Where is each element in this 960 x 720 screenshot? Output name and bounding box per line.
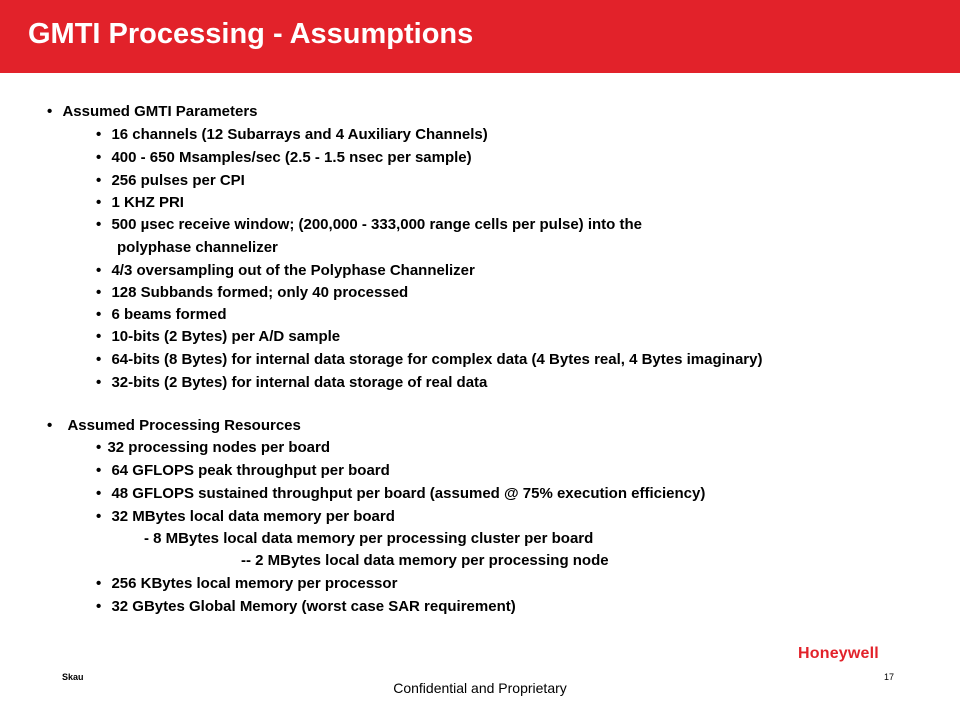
- sub-sub-list-item: [241, 552, 609, 570]
- list-item: [96, 508, 395, 526]
- list-item-text: 6 beams formed: [111, 306, 227, 323]
- section-heading-resources: [47, 417, 301, 435]
- bullet: •: [96, 508, 102, 525]
- list-item-continuation: [117, 239, 278, 257]
- list-item-text: - 8 MBytes local data memory per processing cluster per board: [144, 530, 594, 547]
- bullet: •: [47, 417, 53, 434]
- list-item-text: 64 GFLOPS peak throughput per board: [111, 462, 390, 479]
- list-item: [96, 126, 488, 144]
- list-item: [96, 262, 475, 280]
- bullet: •: [96, 351, 102, 368]
- bullet: •: [96, 462, 102, 479]
- list-item: [96, 194, 184, 212]
- list-item-text: 32 MBytes local data memory per board: [111, 508, 395, 525]
- list-item: [96, 216, 642, 234]
- list-item-text: 256 KBytes local memory per processor: [111, 575, 398, 592]
- list-item: [96, 598, 516, 616]
- bullet: •: [96, 149, 102, 166]
- bullet: •: [96, 284, 102, 301]
- list-item: [96, 439, 330, 457]
- bullet: •: [96, 485, 102, 502]
- list-item-text: 10-bits (2 Bytes) per A/D sample: [111, 328, 341, 345]
- list-item-text: 4/3 oversampling out of the Polyphase Channelizer: [111, 262, 475, 279]
- list-item-text: 128 Subbands formed; only 40 processed: [111, 284, 409, 301]
- list-item-text: 64-bits (8 Bytes) for internal data storage for complex data (4 Bytes real, 4 Bytes imaginary): [111, 351, 763, 368]
- bullet: •: [96, 598, 102, 615]
- list-item-text: 500 µsec receive window; (200,000 - 333,000 range cells per pulse) into the: [111, 216, 642, 233]
- list-item: [96, 374, 487, 392]
- list-item: [96, 351, 762, 369]
- page-number: 17: [884, 672, 895, 682]
- list-item: [96, 328, 340, 346]
- list-item: [96, 306, 226, 324]
- list-item: [96, 485, 705, 503]
- list-item-text: 16 channels (12 Subarrays and 4 Auxiliary Channels): [111, 126, 488, 143]
- list-item-text: 48 GFLOPS sustained throughput per board (assumed @ 75% execution efficiency): [111, 485, 706, 502]
- list-item-text: 256 pulses per CPI: [111, 172, 245, 189]
- bullet: •: [96, 575, 102, 592]
- section-heading-text: Assumed Processing Resources: [67, 417, 301, 434]
- list-item-text: 32-bits (2 Bytes) for internal data storage of real data: [111, 374, 488, 391]
- list-item: [96, 462, 390, 480]
- bullet: •: [96, 172, 102, 189]
- bullet: •: [96, 374, 102, 391]
- list-item: [96, 172, 245, 190]
- list-item-text: 400 - 650 Msamples/sec (2.5 - 1.5 nsec per sample): [111, 149, 472, 166]
- bullet: •: [96, 126, 102, 143]
- bullet: •: [96, 439, 102, 456]
- sub-list-item: [144, 530, 593, 548]
- section-heading-gmti: [47, 103, 258, 121]
- list-item-text: -- 2 MBytes local data memory per processing node: [241, 552, 609, 569]
- bullet: •: [96, 194, 102, 211]
- list-item-text: 1 KHZ PRI: [111, 194, 184, 211]
- list-item-text: 32 processing nodes per board: [107, 439, 330, 456]
- confidential-notice: Confidential and Proprietary: [393, 680, 567, 696]
- section-heading-text: Assumed GMTI Parameters: [62, 103, 258, 120]
- slide-title: GMTI Processing - Assumptions: [28, 18, 474, 50]
- list-item: [96, 149, 472, 167]
- bullet: •: [96, 328, 102, 345]
- list-item: [96, 284, 408, 302]
- honeywell-logo: Honeywell: [798, 645, 879, 662]
- bullet: •: [47, 103, 53, 120]
- bullet: •: [96, 306, 102, 323]
- footer-author: Skau: [62, 672, 84, 682]
- bullet: •: [96, 262, 102, 279]
- list-item-text: polyphase channelizer: [117, 239, 278, 256]
- list-item: [96, 575, 397, 593]
- list-item-text: 32 GBytes Global Memory (worst case SAR requirement): [111, 598, 516, 615]
- bullet: •: [96, 216, 102, 233]
